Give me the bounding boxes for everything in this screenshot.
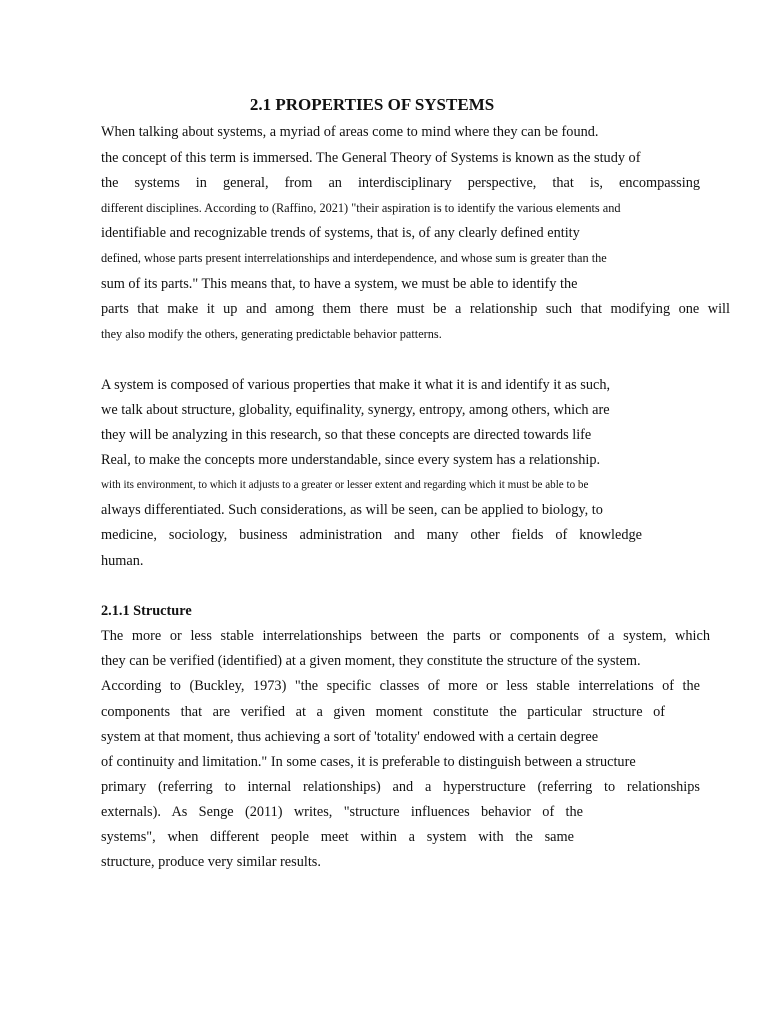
section-title: 2.1 PROPERTIES OF SYSTEMS [249,95,495,114]
paragraph-line: The more or less stable interrelationships between the parts or components of a system, which [101,628,710,644]
paragraph-line: the systems in general, from an interdisciplinary perspective, that is, encompassing [101,175,700,191]
paragraph-line: sum of its parts." This means that, to have a system, we must be able to identify the [101,276,578,292]
paragraph-line: we talk about structure, globality, equifinality, synergy, entropy, among others, which are [101,402,610,418]
paragraph-line: they can be verified (identified) at a given moment, they constitute the structure of the system. [101,653,641,669]
paragraph-line: the concept of this term is immersed. The General Theory of Systems is known as the study of [101,150,641,166]
paragraph-line: externals). As Senge (2011) writes, "structure influences behavior of the [101,804,583,820]
paragraph-line: always differentiated. Such considerations, as will be seen, can be applied to biology, to [101,502,603,518]
paragraph-line: of continuity and limitation." In some cases, it is preferable to distinguish between a structure [101,754,636,770]
paragraph-line: When talking about systems, a myriad of areas come to mind where they can be found. [101,124,599,140]
paragraph-line: they also modify the others, generating predictable behavior patterns. [101,327,442,341]
paragraph-line: A system is composed of various properties that make it what it is and identify it as such, [101,377,611,393]
paragraph-line: identifiable and recognizable trends of systems, that is, of any clearly defined entity [101,225,580,241]
paragraph-line: human. [101,553,144,569]
paragraph-line: defined, whose parts present interrelationships and interdependence, and whose sum is greater than the [101,251,607,265]
paragraph-line: different disciplines. According to (Raffino, 2021) "their aspiration is to identify the various elements and [101,201,621,215]
paragraph-line: they will be analyzing in this research, so that these concepts are directed towards life [101,427,592,443]
paragraph-line: system at that moment, thus achieving a sort of 'totality' endowed with a certain degree [101,729,599,745]
subsection-title: 2.1.1 Structure [101,603,192,619]
paragraph-line: parts that make it up and among them there must be a relationship such that modifying one will [101,301,730,317]
paragraph-line: According to (Buckley, 1973) "the specific classes of more or less stable interrelations of the [101,678,700,694]
paragraph-line: structure, produce very similar results. [101,854,321,870]
paragraph-line: medicine, sociology, business administration and many other fields of knowledge [101,527,642,543]
paragraph-line: with its environment, to which it adjusts to a greater or lesser extent and regarding which it must be able to be [101,479,589,491]
paragraph-line: Real, to make the concepts more understandable, since every system has a relationship. [101,452,601,468]
paragraph-line: systems", when different people meet within a system with the same [101,829,574,845]
paragraph-line: primary (referring to internal relationships) and a hyperstructure (referring to relationships [101,779,700,795]
paragraph-line: components that are verified at a given moment constitute the particular structure of [101,704,665,720]
